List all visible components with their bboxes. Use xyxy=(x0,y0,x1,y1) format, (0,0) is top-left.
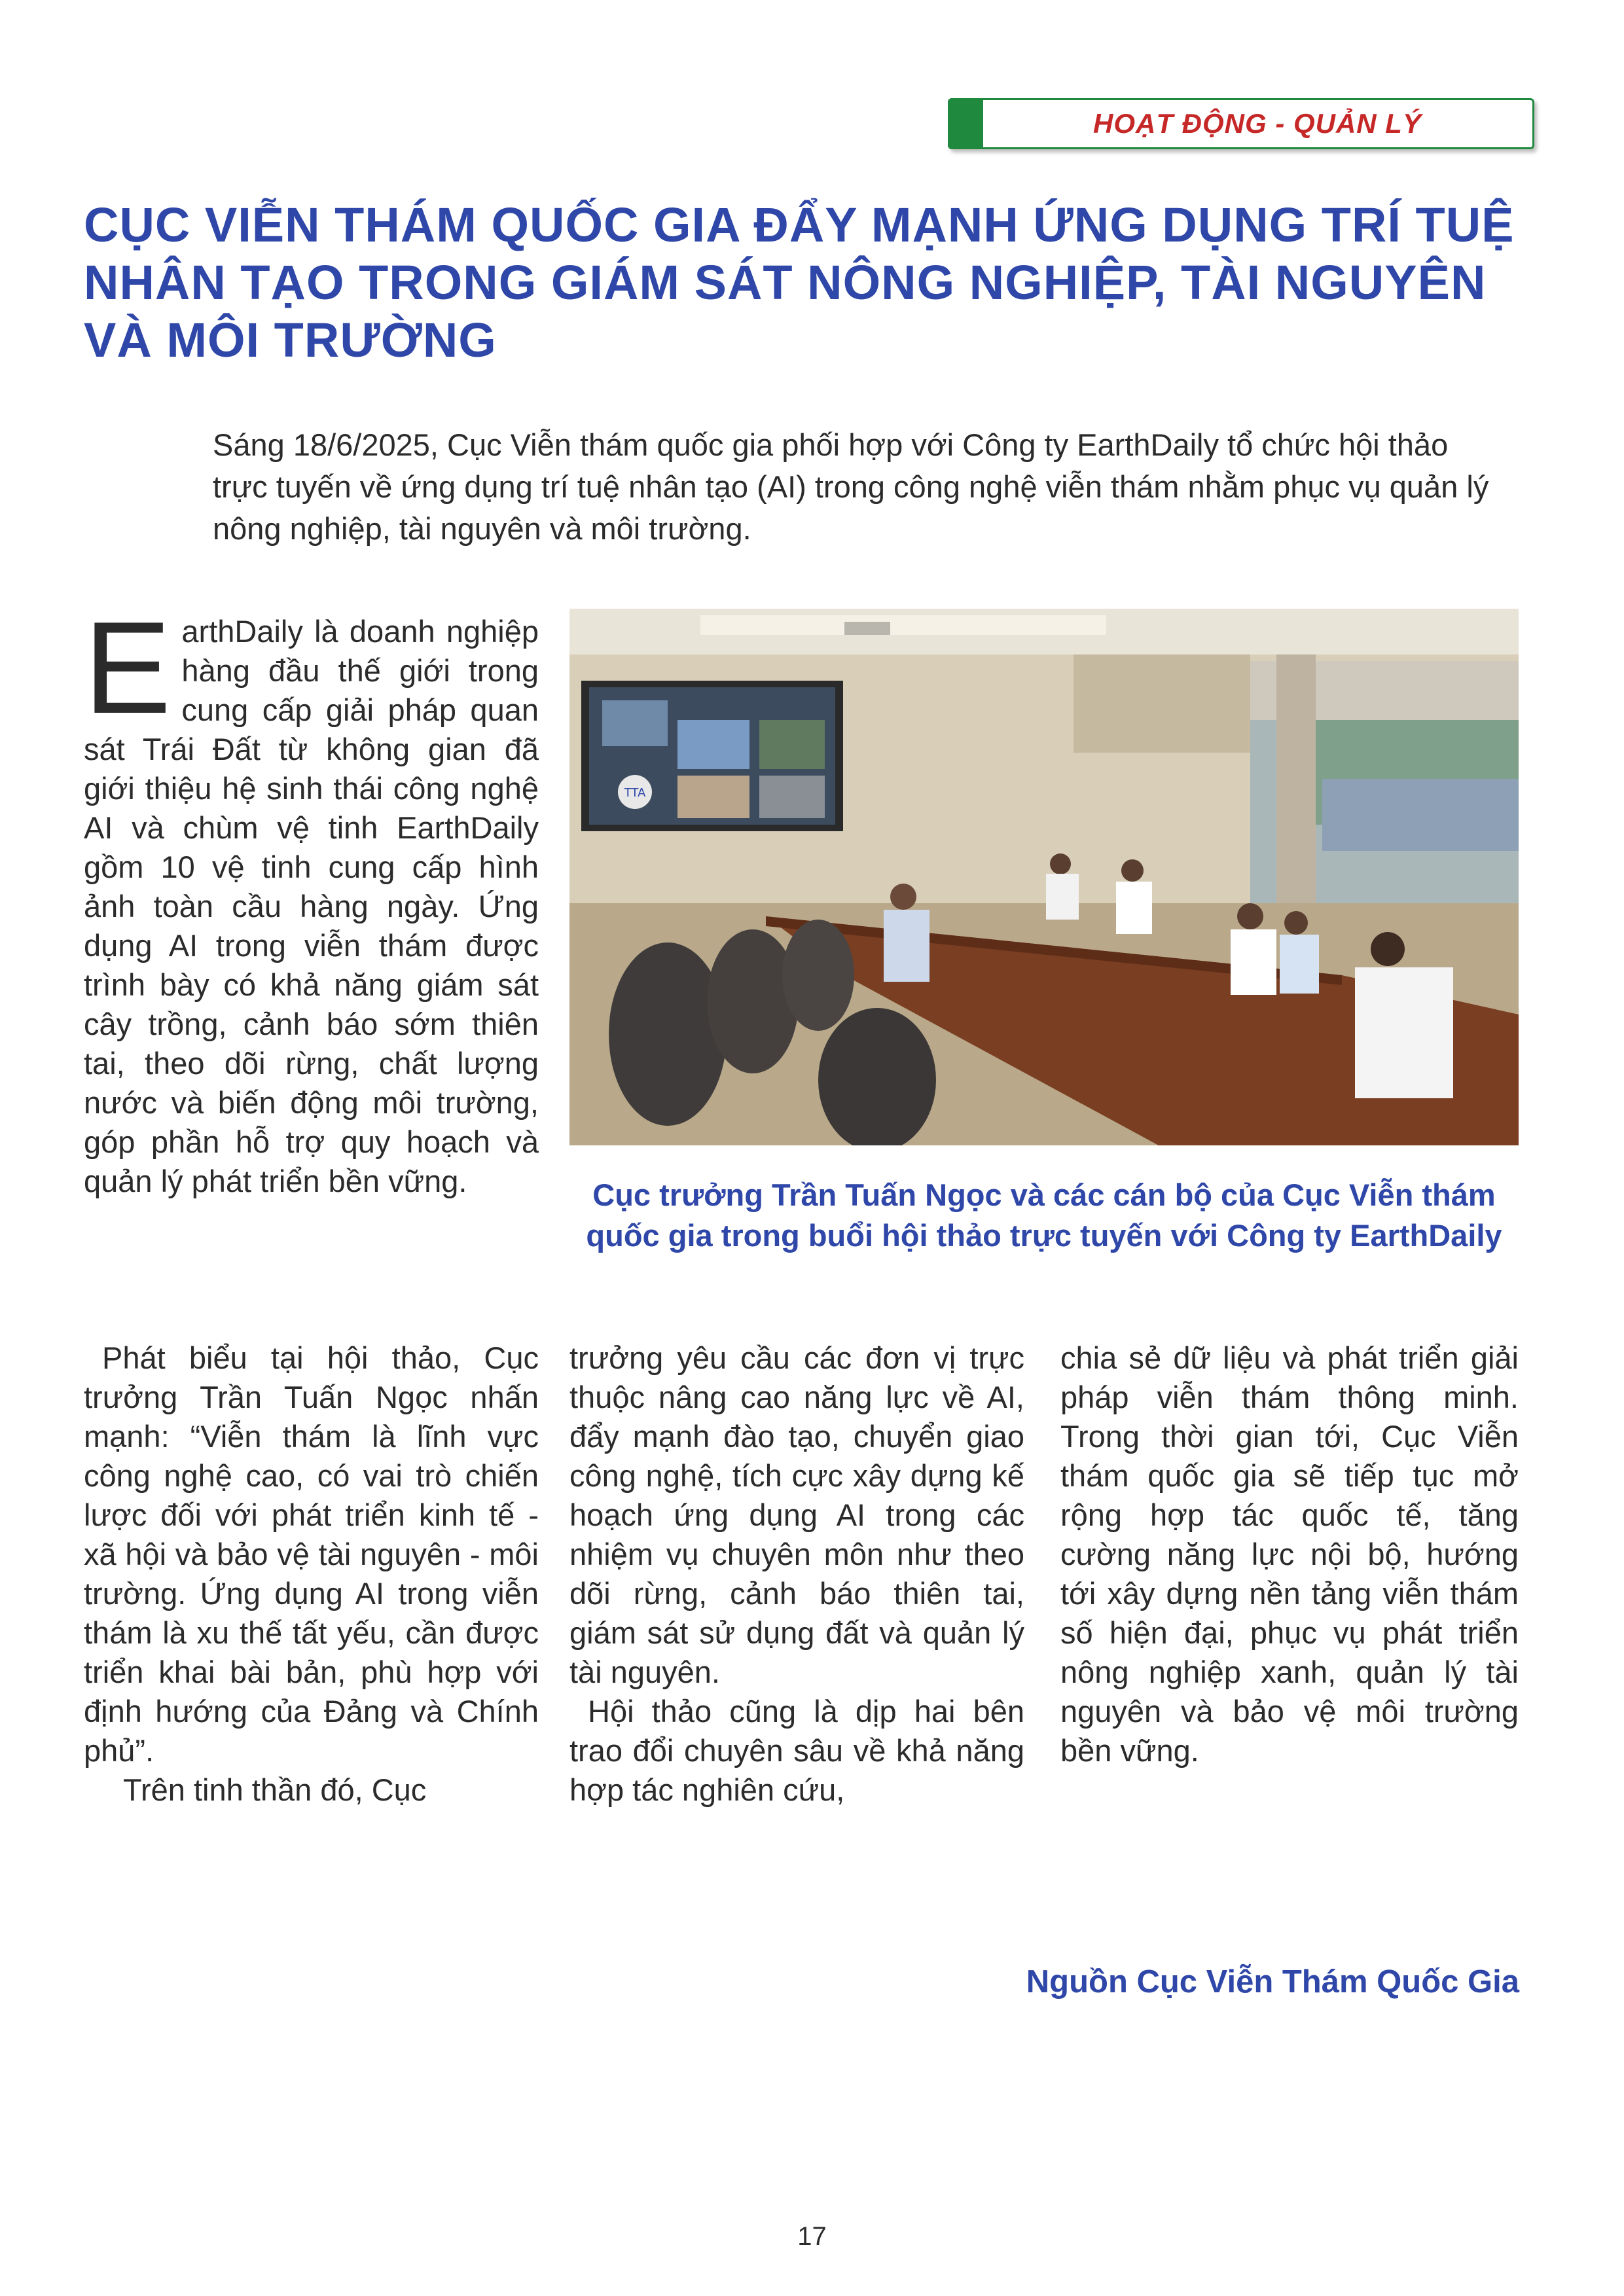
body-paragraph: Hội thảo cũng là dịp hai bên trao đổi chuyên sâu về khả năng hợp tác nghiên cứu, xyxy=(569,1694,1024,1807)
body-paragraph: Phát biểu tại hội thảo, Cục trưởng Trần Tuấn Ngọc nhấn mạnh: “Viễn thám là lĩnh vực công nghệ cao, có vai trò chiến lược đối với phát triển kinh tế - xã hội và bảo vệ tài nguyên - môi trường. Ứng dụng AI trong viễn thám là xu thế tất yếu, cần được triển khai bài bản, phù hợp với định hướng của Đảng và Chính phủ”. xyxy=(84,1340,539,1768)
intro-column xyxy=(84,595,539,1201)
body-paragraph: chia sẻ dữ liệu và phát triển giải pháp viễn thám thông minh. Trong thời gian tới, Cục Viễn thám quốc gia sẽ tiếp tục mở rộng hợp tác quốc tế, tăng cường năng lực nội bộ, hướng tới xây dựng nền tảng viễn thám số hiện đại, phục vụ phát triển nông nghiệp xanh, quản lý tài nguyên và bảo vệ môi trường bền vững. xyxy=(1060,1340,1519,1768)
meeting-photo xyxy=(569,609,1519,1145)
photo-caption: Cục trưởng Trần Tuấn Ngọc và các cán bộ của Cục Viễn thám quốc gia trong buổi hội thảo trực tuyến với Công ty EarthDaily xyxy=(586,1177,1502,1253)
screen-badge: TTA xyxy=(624,786,646,800)
section-tag-accent xyxy=(948,98,983,149)
section-tag-label: HOẠT ĐỘNG - QUẢN LÝ xyxy=(1093,108,1422,139)
section-tag xyxy=(948,98,1534,149)
page-number: 17 xyxy=(797,2222,827,2251)
intro-body: arthDaily là doanh nghiệp hàng đầu thế giới trong cung cấp giải pháp quan sát Trái Đất từ không gian đã giới thiệu hệ sinh thái công nghệ AI và chùm vệ tinh EarthDaily gồm 10 vệ tinh cung cấp hình ảnh toàn cầu hàng ngày. Ứng dụng AI trong viễn thám được trình bày có khả năng giám sát cây trồng, cảnh báo sớm thiên tai, theo dõi rừng, chất lượng nước và biến động môi trường, góp phần hỗ trợ quy hoạch và quản lý phát triển bền vững. xyxy=(84,614,539,1198)
body-column-1 xyxy=(84,1338,539,1810)
article-source: Nguồn Cục Viễn Thám Quốc Gia xyxy=(1026,1964,1519,2000)
article-title: CỤC VIỄN THÁM QUỐC GIA ĐẨY MẠNH ỨNG DỤNG TRÍ TUỆ NHÂN TẠO TRONG GIÁM SÁT NÔNG NGHIỆP, TÀI NGUYÊN VÀ MÔI TRƯỜNG xyxy=(84,198,1515,367)
meeting-room-illustration xyxy=(569,609,1519,1145)
article-lead: Sáng 18/6/2025, Cục Viễn thám quốc gia phối hợp với Công ty EarthDaily tổ chức hội thảo trực tuyến về ứng dụng trí tuệ nhân tạo (AI) trong công nghệ viễn thám nhằm phục vụ quản lý nông nghiệp, tài nguyên và môi trường. xyxy=(213,427,1489,546)
body-column-3 xyxy=(1060,1338,1519,1770)
body-paragraph: Trên tinh thần đó, Cục xyxy=(123,1772,427,1807)
body-column-2 xyxy=(569,1338,1024,1810)
drop-cap: E xyxy=(84,595,171,741)
body-paragraph: trưởng yêu cầu các đơn vị trực thuộc nâng cao năng lực về AI, đẩy mạnh đào tạo, chuyển giao công nghệ, tích cực xây dựng kế hoạch ứng dụng AI trong các nhiệm vụ chuyên môn như theo dõi rừng, cảnh báo thiên tai, giám sát sử dụng đất và quản lý tài nguyên. xyxy=(569,1340,1024,1689)
